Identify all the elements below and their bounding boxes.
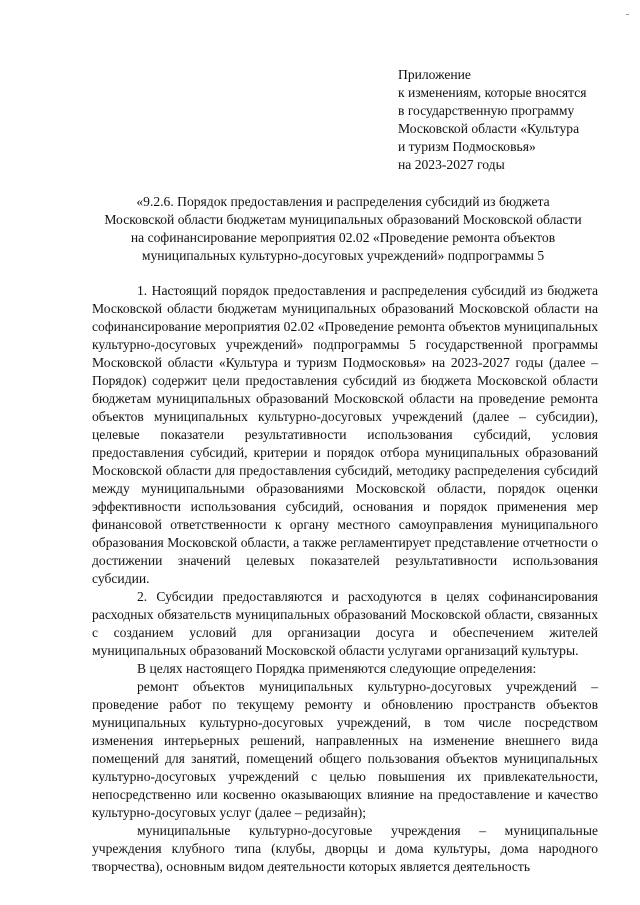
definition-renovation: ремонт объектов муниципальных культурно-досуговых учреждений – проведение работ по текущему ремонту и обновлению пространств объектов муниципальных культурно-досуговых учреждений, в том числе посредством изменения интерьерных решений, направленных на изменение внешнего вида помещений для занятий, помещений общего пользования объектов муниципальных культурно-досуговых учреждений с целью повышения их привлекательности, непосредственно или косвенно оказывающих влияние на предоставление и качество культурно-досуговых услуг (далее – редизайн); bbox=[92, 679, 598, 820]
annex-line: Приложение bbox=[398, 67, 471, 82]
section-title bbox=[88, 193, 598, 265]
paragraph-2: 2. Субсидии предоставляются и расходуются в целях софинансирования расходных обязательств муниципальных образований Московской области, связанных с созданием условий для организации досуга и обеспечением жителей муниципальных образований Московской области услугами организаций культуры. bbox=[92, 589, 598, 658]
annex-header bbox=[398, 66, 618, 174]
title-line: Московской области бюджетам муниципальных образований Московской области bbox=[104, 212, 582, 227]
title-line: муниципальных культурно-досуговых учреждений» подпрограммы 5 bbox=[141, 248, 545, 263]
annex-line: к изменениям, которые вносятся bbox=[398, 85, 587, 100]
paragraph-1: 1. Настоящий порядок предоставления и распределения субсидий из бюджета Московской области бюджетам муниципальных образований Московской области на софинансирование мероприятия 02.02 «Проведение ремонта объектов муниципальных культурно-досуговых учреждений» подпрограммы 5 государственной программы Московской области «Культура и туризм Подмосковья» на 2023-2027 годы (далее – Порядок) содержит цели предоставления субсидий из бюджета Московской области бюджетам муниципальных образований Московской области на проведение ремонта объектов муниципальных культурно-досуговых учреждений (далее – субсидии), целевые показатели результативности использования субсидий, условия предоставления субсидий, критерии и порядок отбора муниципальных образований Московской области для предоставления субсидий, методику распределения субсидий между муниципальными образованиями Московской области, порядок оценки эффективности использования субсидий, основания и порядок применения мер финансовой ответственности к органу местного самоуправления муниципального образования Московской области, а также регламентирует представление отчетности о достижении значений целевых показателей результативности использования субсидии. bbox=[92, 283, 598, 586]
annex-line: и туризм Подмосковья» bbox=[398, 139, 536, 154]
title-line: «9.2.6. Порядок предоставления и распределения субсидий из бюджета bbox=[136, 194, 550, 209]
document-body bbox=[92, 282, 598, 876]
scan-mark bbox=[626, 14, 629, 15]
title-line: на софинансирование мероприятия 02.02 «Проведение ремонта объектов bbox=[130, 230, 556, 245]
definitions-intro: В целях настоящего Порядка применяются следующие определения: bbox=[137, 661, 537, 676]
annex-line: в государственную программу bbox=[398, 103, 575, 118]
definition-institutions: муниципальные культурно-досуговые учреждения – муниципальные учреждения клубного типа (клубы, дворцы и дома культуры, дома народного творчества), основным видом деятельности которых является деятельность bbox=[92, 823, 598, 874]
annex-line: Московской области «Культура bbox=[398, 121, 580, 136]
annex-line: на 2023-2027 годы bbox=[398, 157, 505, 172]
